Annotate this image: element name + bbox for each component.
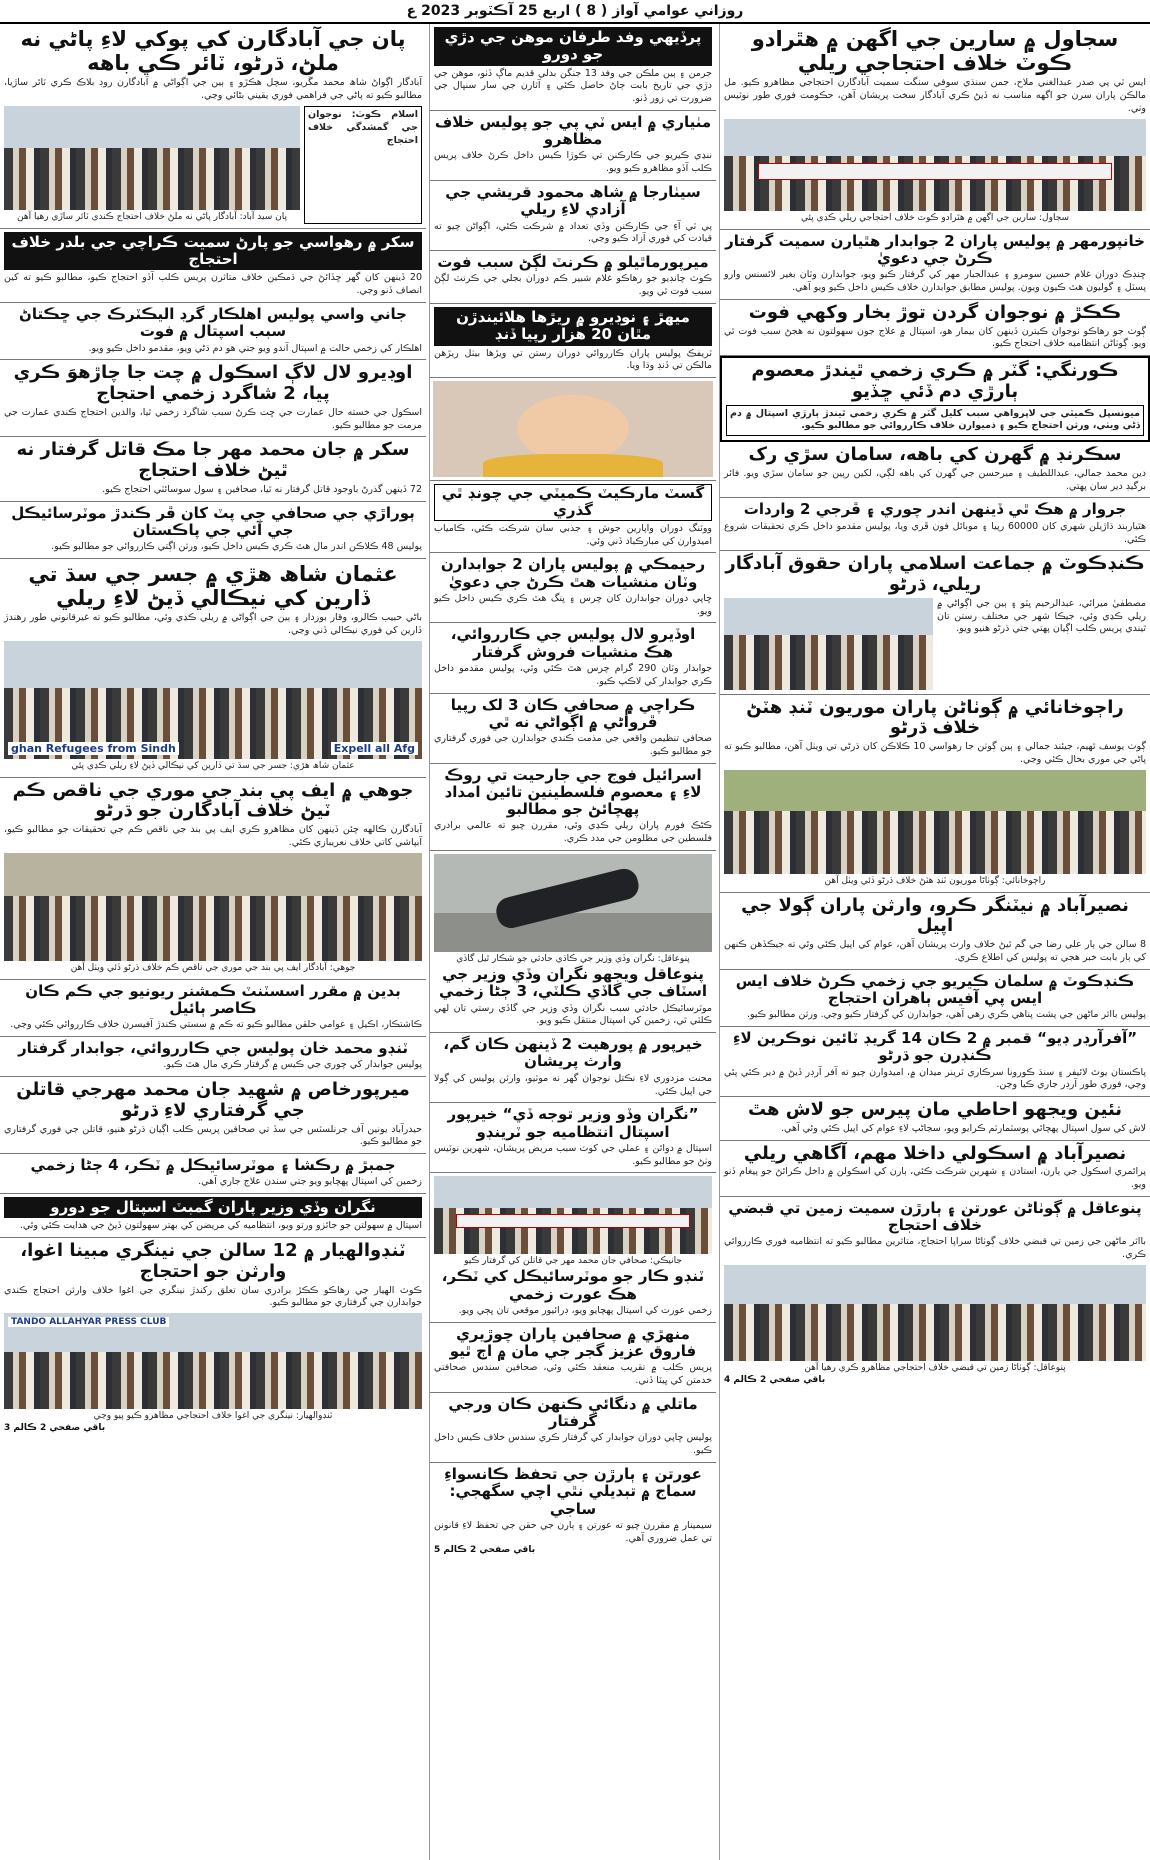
story-kakkar	[720, 300, 1150, 356]
headline: ٻوراڙي جي صحافي جي پٽ کان ڦر ڪندڙ موٽرسائيڪل جي آئي جي پاڪستان	[11, 503, 415, 539]
continued-note: باقي صفحي 2 ڪالم 4	[724, 1375, 826, 1386]
banner-protest-photo	[434, 1176, 712, 1254]
story-enrollment	[720, 1141, 1150, 1197]
headline: سجاول ۾ سارين جي اگهن ۾ هٿرادو ڪوٽ خلاف احتجاجي ريلي	[751, 27, 1119, 76]
story-body: پرائمري اسڪول جي ٻارن، استادن ۽ شهرين شرڪت ڪئي، ٻارن کي اسڪولن ۾ داخل ڪرائڻ جو پيغام ڏنو ويو.	[724, 1166, 1146, 1191]
story-badin	[0, 980, 426, 1037]
story-minister-car	[430, 851, 716, 1033]
story-body: پريس ڪلب ۾ تقريب منعقد ڪئي وئي، صحافين سندس صحافتي خدمتن کي ڀيٽا ڏني.	[434, 1362, 712, 1387]
story-nasirabad	[720, 893, 1150, 970]
story-bhoraro	[0, 502, 426, 559]
story-policeman-death	[0, 303, 426, 360]
story-body: باڻي حبيب ڪالرو، وقار بوزدار ۽ ٻين جي اڳواڻي ۾ ريلي ڪڍي وئي، مطالبو ڪيو ته غيرقانوني طور رهندڙ ڏارين کي فوري نيڪالي ڏني وڃي.	[4, 612, 422, 636]
story-qureshi-rally	[430, 181, 716, 251]
banner-text-left: Expell all Afg	[331, 742, 418, 755]
story-khairpur-hospital	[430, 1103, 716, 1173]
story-body: 8 سالن جي ٻار علي رضا جي گم ٿيڻ خلاف وارث پريشان آهن، عوام کي اپيل ڪئي وئي ته جيڪڏهن ڪنهن کي ٻار بابت خبر هجي ته پوليس کي اطلاع ڪري.	[724, 939, 1146, 963]
story-fines	[430, 304, 716, 378]
story-pan-growers	[0, 24, 426, 229]
headline: ٽنڊو محمد خان پوليس جي ڪارروائي، جوابدار گرفتار	[17, 1039, 409, 1058]
story-child-photo	[430, 378, 716, 481]
story-body: محنت مزدوري لاءِ نڪتل نوجوان گهر نه موٽيو، وارثن پوليس کي ڳولا جي اپيل ڪئي.	[434, 1072, 712, 1097]
headline: نصيرآباد ۾ اسڪولي داخلا مهم، آگاهي ريلي	[743, 1142, 1127, 1164]
child-photo	[433, 381, 713, 477]
story-tmk-police	[0, 1037, 426, 1077]
refugee-rally-photo	[4, 641, 422, 759]
headline: راڄوخانائي ۾ ڳوٺاڻن پاران موريون ٽنڊ هٽڻ خلاف ڌرڻو	[746, 696, 1124, 739]
story-body: ڪاشتڪار، اڪيل ۽ عوامي حلقن مطالبو ڪيو ته ڪم ۾ سستي ڪندڙ آفيسرن خلاف ڪارروائي ڪئي وڃي.	[10, 1019, 422, 1031]
story-body: 72 ڏينهن گذرڻ باوجود قاتل گرفتار نه ٿيا، صحافين ۽ سول سوسائٽي احتجاج ڪيو.	[102, 483, 422, 495]
headline: ڪڪڙ ۾ نوجوان گردن توڙ بخار وکهي فوت	[748, 301, 1122, 323]
story-korangi	[720, 356, 1150, 442]
story-tando-allahyar	[0, 1238, 426, 1437]
story-body: موٽرسائيڪل حادثي سبب نگران وڏي وزير جي گاڏي رستي تان لهي ڪلٽي ٿي، زخمين کي اسپتال منتقل ڪيو ويو.	[434, 1002, 712, 1027]
photo-caption: ٽنڊوالهيار: نينگري جي اغوا خلاف احتجاجي مظاهرو ڪيو پيو وڃي	[93, 1411, 333, 1422]
headline: پرڏيهي وفد طرفان موهن جي دڙي جو دورو	[434, 27, 712, 66]
story-matiari	[430, 111, 716, 181]
story-sakrand	[720, 442, 1150, 498]
headline: سکر ۾ جان محمد مهر جا مڪ قاتل گرفتار نه ٿيڻ خلاف احتجاج	[16, 439, 410, 482]
story-body: پوليس 48 ڪلاڪن اندر مال هٿ ڪري ڪيس داخل ڪيو، ورثن اڳتي ڪارروائي جو مطالبو ڪيو.	[51, 541, 422, 553]
story-body: ايس ٽي پي صدر عبدالغني ملاح، جمن سنڌي سوفي سنگت سميت آبادگارن احتجاجي مظاهرو ڪيو. مل مالڪن پاران سرن جو اگهه مناسب نه ڏيڻ ڪري آبادگار سخت پريشان آهن، حڪومت فوري طور نوٽيس وٺي.	[724, 77, 1146, 114]
land-protest-photo	[724, 1265, 1146, 1361]
headline: خيرپور ۾ پورهيت 2 ڏينهن ڪان گم، وارث پريشان	[443, 1035, 703, 1071]
headline: خانپورمهر ۾ پوليس پاران 2 جوابدار هٿيارن سميت گرفتار ڪرڻ جي دعويٰ	[725, 231, 1145, 267]
column-right	[719, 24, 1150, 1860]
headline: ”نگران وڏو وزير توجه ڏي“ خيرپور اسپتال انتظاميه جو ٽرينڊو	[447, 1105, 699, 1141]
story-body: پوليس بااثر ماڻهن جي پشت پناهي ڪري رهي آهي، جوابدارن کي گرفتار ڪيو وڃي. ورثن مطالبو ڪيو.	[747, 1009, 1146, 1021]
photo-caption: سجاول: سارين جي اگهن ۾ هٿرادو ڪوٽ خلاف احتجاجي ريلي ڪڍي پئي	[800, 212, 1070, 223]
headline: عورتن ۽ ٻارڙن جي تحفظ ڪانسواءِ سماج ۾ تبديلي نٿي اچي سگهجي: ساجي	[444, 1465, 702, 1518]
headline: سکر ۾ رهواسي جو پارڻ سميت ڪراچي جي بلدر خلاف احتجاج	[4, 232, 422, 271]
story-body: جوابدار وٽان 290 گرام چرس هٿ ڪئي وئي، پوليس مقدمو داخل ڪري جوابدار کي لاڪپ ڪيو.	[434, 662, 713, 687]
story-sukkur-builder	[0, 229, 426, 303]
headline: سڪرنڊ ۾ گهرن کي باهه، سامان سڙي رک	[748, 444, 1122, 466]
masthead: روزاني عوامي آواز ( 8 ) اربع 25 آڪٽوبر 2023 ع	[0, 0, 1150, 24]
headline: پنوعاقل ۾ ڳوٺاڻن عورتن ۽ ٻارڙن سميت زمين تي قبضي خلاف احتجاج	[728, 1198, 1142, 1235]
tyre-burning-photo	[4, 106, 300, 210]
headline: رحيمڪي ۾ پوليس پاران 2 جوابدارن وٽان منشيات هٿ ڪرڻ جي دعويٰ	[440, 555, 706, 591]
headline: پان جي آبادگارن کي پوکي لاءِ پاڻي نه ملڻ، ڌرڻو، ٽائر ڪي باهه	[20, 27, 406, 76]
photo-caption: راڄوخانائي: ڳوٺاڻا موريون ٽنڊ هٽڻ خلاف ڌرڻو ڏئي ويٺل آهن	[824, 875, 1046, 886]
story-usman-shah	[0, 559, 426, 778]
story-rajokhanani	[720, 695, 1150, 893]
continued-note: باقي صفحي 2 ڪالم 5	[434, 1545, 536, 1556]
headline: ماتلي ۾ دنگائي ڪنهن ڪان ورجي گرفتار	[448, 1394, 698, 1431]
story-body-found	[720, 1097, 1150, 1141]
story-body: پوليس جوابدار کي چوري جي ڪيس ۾ گرفتار ڪري مال هٿ ڪيو.	[163, 1059, 422, 1071]
story-khanpur	[720, 230, 1150, 300]
story-market-election	[430, 481, 716, 553]
photo-caption: جوهي: آبادگار ايف پي بند جي موري جي ناقص ڪم خلاف ڌرڻو ڏئي ويٺل آهن	[70, 962, 356, 973]
story-body: ميونسپل ڪميٽي جي لاپرواهي سبب کليل گٽر ۾ ڪري زخمي ٿيندڙ ٻارڙي اسپتال ۾ دم ڌڻي ويٺي، ورثن احتجاج ڪيو ۽ ذميوارن خلاف ڪارروائي جو مطالبو ڪيو.	[726, 405, 1144, 437]
headline: ميرپورخاص ۾ شهيد جان محمد مهرجي قاتلن جي گرفتاري لاءِ ڌرڻو	[16, 1079, 410, 1121]
headline: نصيرآباد ۾ نيٽنگر ڪرو، وارثن پاران ڳولا جي اپيل	[741, 894, 1129, 937]
sit-in-photo	[724, 770, 1146, 874]
story-body: ڪڻڪ فورم پاران ريلي ڪڍي وئي، مقررن چيو ته عالمي برادري فلسطين جي مظلومن جي مدد ڪري.	[434, 820, 712, 845]
story-jarwar	[720, 498, 1150, 551]
story-manjhand	[430, 1323, 716, 1393]
side-note: اسلام ڪوٽ: نوجوان جي گمشدگي خلاف احتجاج	[304, 106, 422, 224]
headline: جاني واسي پوليس اهلڪار گرڊ اليڪٽرڪ جي ڇڪتاڻ سبب اسپتال ۾ فوت	[19, 305, 407, 341]
story-body: ڇنڊڪ دوران غلام حسين سومرو ۽ عبدالجبار مهر کي گرفتار ڪيو ويو، جوابدارن وٽان بغير لائسنس وارو پسٽل ۽ گوليون هٿ ڪيون ويون. پوليس مطابق جوابدارن خلاف ڪيس داخل ڪيو ويو آهي.	[724, 269, 1146, 294]
headline: سيٺارجا ۾ شاھ محمود قريشي جي آزادي لاءِ ريلي	[445, 183, 701, 219]
banner-text-right: ghan Refugees from Sindh	[8, 742, 179, 755]
story-journalist-robbed	[430, 694, 716, 764]
story-current-death	[430, 251, 716, 304]
story-sukkur-journalist	[0, 437, 426, 501]
headline: اوڏيرو لال پوليس جي ڪارروائي، هڪ منشيات فروش گرفتار	[450, 625, 696, 661]
story-body: اسپتال ۾ دوائن ۽ عملي جي کوٽ سبب مريض پريشان، شهرين نوٽيس وٺڻ جو مطالبو ڪيو.	[434, 1142, 712, 1167]
story-khairpur-missing	[430, 1033, 716, 1103]
story-body: اسپتال ۾ سهولتن جو جائزو ورتو ويو، انتظاميه کي مريضن کي بهتر سهولتون ڏيڻ جي هدايت ڪئي وئي.	[19, 1220, 422, 1232]
story-gambat	[0, 1194, 426, 1238]
headline: جروار ۾ هڪ ٿي ڏينهن اندر چوري ۽ ڦرجي 2 واردات	[743, 500, 1127, 519]
story-body: هٿياربند ڌاڙيلن شهري کان 60000 رپيا ۽ موبائل فون ڦري ويا، پوليس مقدمو داخل ڪري تحقيقات شروع ڪئي.	[724, 520, 1146, 545]
protest-photo	[724, 119, 1146, 211]
photo-caption: جانيڪي: صحافي جان محمد مهر جي قاتلن کي گرفتار ڪيو	[464, 1256, 682, 1267]
headline: جوهي ۾ ايف پي بند جي موري جي ناقص ڪم ٽيڻ خلاف آبادگارن جو ڌرڻو	[12, 779, 414, 822]
story-body: زخمي عورت کي اسپتال پهچايو ويو، ڊرائيور موقعي تان ڀڄي ويو.	[458, 1304, 712, 1316]
headline: اوڊيرو لال لاڳ اسڪول ۾ چت جا چاڙهوَ ڪري پيا، 2 شاگرد زخمي احتجاج	[13, 362, 413, 405]
story-body: آبادگار اڳواڻ شاھ محمد مڱريو، سچل هڪڙو ۽ ٻين جي اڳواڻي ۾ آبادگارن روڊ بلاڪ ڪري ٽائر ساڙيا، مطالبو ڪيو ته پاڻي جي فراهمي فوري يقيني بڻائي وڃي.	[4, 77, 422, 102]
story-jhambar	[0, 1154, 426, 1194]
headline: پنوعاقل ويجهو نگران وڏي وزير جي اسٽاف جي گاڏي ڪلٽي، 3 ڄڻا زخمي	[438, 965, 708, 1001]
story-body: صحافي تنظيمن واقعي جي مذمت ڪندي جوابدارن جي فوري گرفتاري جو مطالبو ڪيو.	[434, 733, 712, 757]
story-body: اسڪول جي خسته حال عمارت جي ڇت ڪرڻ سبب شاگرد زخمي ٿيا، والدين احتجاج ڪندي عمارت جي مرمت جو مطالبو ڪيو.	[4, 406, 422, 431]
story-body: پاڪستان يوٿ لائيفر ۽ سنڌ ڪورونا سرڪاري ٽرينر ميدان ۾، اميدوارن چيو ته آفر آرڊر ڏيڻ ۾ دير ڪئي پئي وڃي، فوري طور آرڊر جاري ڪيا وڃن.	[724, 1066, 1146, 1091]
story-body: جرمن ۽ ٻين ملڪن جي وفد 13 جنگن بدلي قديم ماڳ ڏٺو، موهن جي دڙي جي تاريخ بابت ڄاڻ حاصل ڪئي ۽ آثارن جي سار سنڀال جي ضرورت تي زور ڏنو.	[434, 67, 713, 105]
story-mohenjodaro	[430, 24, 716, 111]
story-rahimki	[430, 553, 716, 623]
story-kandhkot	[720, 551, 1150, 694]
continued-note: باقي صفحي 2 ڪالم 3	[4, 1423, 106, 1434]
story-janiki-photo	[430, 1173, 716, 1322]
story-pano-akil	[720, 1197, 1150, 1389]
headline: نئين ويجهو احاطي مان پيرس جو لاش هٿ	[747, 1099, 1123, 1121]
story-body: آبادگارن ڪالهه چئن ڏينهن کان مظاهرو ڪري ايف پي بند جي ناقص ڪم جي تحقيقات جو مطالبو ڪيو، آبپاشي کاتي خلاف نعريبازي ڪئي.	[4, 824, 422, 848]
story-palestine	[430, 764, 716, 851]
sit-in-photo	[4, 853, 422, 961]
headline: ڪراچي ۾ صحافي ڪان 3 لک رپيا ڦرواڻي ۾ اڳواڻي نه ٿي	[450, 695, 696, 731]
story-body: لاش کي سول اسپتال پهچائي پوسٽمارٽم ڪرايو ويو، سڃاڻپ لاءِ عوام کي اپيل ڪئي وئي آهي.	[781, 1122, 1146, 1134]
story-body: ڇاپي دوران جوابدارن کان چرس ۽ ڀنگ هٿ ڪري ڪيس داخل ڪيو ويو.	[434, 592, 712, 617]
story-body: زخمين کي اسپتال پهچايو ويو جتي سندن علاج جاري آهي.	[198, 1176, 422, 1188]
headline: ميهڙ ۽ نوڊيرو ۾ ريڙها هلائيندڙن مٿان 20 هزار رپيا ڏنڊ	[434, 307, 712, 346]
column-left	[0, 24, 426, 1860]
story-kandhkot-ssp	[720, 970, 1150, 1027]
story-body: حيدرآباد يونين آف جرنلسٽس جي سڏ تي صحافين پريس ڪلب اڳيان ڌرڻو هنيو، قاتلن جي فوري گرفتاري جو مطالبو ڪيو.	[4, 1123, 422, 1148]
press-club-badge: TANDO ALLAHYAR PRESS CLUB	[8, 1317, 169, 1327]
headline: گسٽ مارڪيٽ ڪميٽي جي چونڊ ٿي گذري	[434, 484, 712, 521]
story-odero-lal-police	[430, 623, 716, 693]
column-middle	[429, 24, 716, 1860]
story-body: مصطفيٰ ميرائي، عبدالرحيم ڀٽو ۽ ٻين جي اڳواڻي ۾ ريلي ڪڍي وئي، جيڪا شهر جي مختلف رستن تان ٿيندي پريس ڪلب اڳيان پهتي جتي ڌرڻو هنيو ويو.	[937, 597, 1146, 635]
story-mirpurkhas	[0, 1077, 426, 1154]
story-school-roof	[0, 360, 426, 437]
headline: جمبڙ ۾ رڪشا ۽ موٽرسائيڪل ۾ ٽڪر، 4 ڄڻا زخمي	[30, 1156, 396, 1175]
story-women-rights	[430, 1463, 716, 1559]
rally-photo	[724, 598, 933, 690]
photo-caption: عثمان شاھ هڙي: جسر جي سڌ تي ڏارين کي نيڪالي ڏيڻ لاءِ ريلي ڪڍي پئي	[71, 760, 355, 771]
story-body: ڪوٽ الهيار جي رهاڪو ڪڪڙ برادري سان تعلق رکندڙ نينگري جي اغوا خلاف وارثن احتجاج ڪندي جوابدارن جي گرفتاري جو مطالبو ڪيو.	[4, 1284, 422, 1309]
headline: ڪورنگي: گٽر ۾ ڪري زخمي ٿيندڙ معصوم ٻارڙي دم ڏئي ڇڏيو	[751, 360, 1119, 402]
story-body: ٽريفڪ پوليس پاران ڪارروائي دوران رستن تي ويڙها بيٺل ريڙهن مالڪن تي ڏنڊ وڌا ويا.	[434, 347, 712, 372]
photo-caption: پنوعاقل: ڳوٺاڻا زمين تي قبضي خلاف احتجاجي مظاهرو ڪري رهيا آهن	[804, 1363, 1066, 1374]
story-body: اهلڪار کي زخمي حالت ۾ اسپتال آندو ويو جتي هو دم ڌڻي ويو، مقدمو داخل ڪيو ويو.	[88, 342, 422, 354]
headline: بدين ۾ مقرر اسسٽنٽ ڪمشنر ريونيو جي ڪم ڪان ڪاصر ٻائيل	[25, 981, 401, 1017]
story-qambar	[720, 1027, 1150, 1097]
headline: نگران وڏي وزير پاران گمبٽ اسپتال جو دورو	[4, 1197, 422, 1218]
story-body: ننڍي ڪيريو جي ڪارڪنن تي ڪوڙا ڪيس داخل ڪرڻ خلاف پريس ڪلب آڏو مظاهرو ڪيو ويو.	[434, 150, 712, 175]
story-body: ڳوٺ يوسف ٿهيم، جيئند جمالي ۽ ٻين ڳوٺن جا رهواسي 10 ڪلاڪن کان ڌرڻي تي ويٺل آهن، مطالبو ڪيو ته پاڻي جي موري بحال ڪئي وڃي.	[724, 741, 1146, 765]
headline: ٽنڊوالهيار ۾ 12 سالن جي نينگري مبينا اغوا، وارثن جو احتجاج	[20, 1240, 406, 1282]
headline: مٺياري ۾ ايس ٽي پي جو پوليس خلاف مظاهرو	[434, 112, 712, 149]
story-body: دين محمد جمالي، عبداللطيف ۽ ميرحسن جي گهرن کي باهه لڳي، لکين رپين جو سامان سڙي ويو. فائر برگيڊ دير سان پهتي.	[724, 467, 1146, 492]
story-body: ڳوٺ جو رهاڪو نوجوان ڪيترن ڏينهن کان بيمار هو، اسپتال ۾ علاج جون سهولتون نه هجڻ سبب فوت ٿي ويو. ڳوٺاڻن انتظاميه خلاف احتجاج ڪيو.	[724, 325, 1146, 350]
story-body: سيمينار ۾ مقررن چيو ته عورتن ۽ ٻارن جي حقن جي تحفظ لاءِ قانونن تي عمل ضروري آهي.	[434, 1519, 712, 1544]
headline: ”آفرآرڊر ڊيو“ قمبر ۾ 2 ڪان 14 گريڊ ٽائين نوڪرين لاءِ ڪنڊرن جو ڌرڻو	[732, 1029, 1138, 1065]
photo-caption: پنوعاقل: نگران وڏي وزير جي ڪاڌي حادثي جو شڪار ٿيل گاڏي	[456, 954, 690, 965]
headline: ٽنڊو ڪار جو موٽرسائيڪل کي ٽڪر، هڪ عورت زخمي	[441, 1267, 705, 1303]
story-body: بااثر ماڻهن جي زمين تي قبضي خلاف ڳوٺاڻا سراپا احتجاج، متاثرين مطالبو ڪيو ته انتظاميه فوري ڪارروائي ڪري.	[724, 1236, 1146, 1261]
press-club-protest-photo	[4, 1313, 422, 1409]
story-sajawal	[720, 24, 1150, 230]
headline: ڪنڊڪوٽ ۾ سلمان ڪيريو جي زخمي ڪرڻ خلاف ايس ايس پي آفيس ٻاهران احتجاج	[735, 971, 1135, 1007]
headline: اسرائيل فوج جي جارحيت تي روڪ لاءِ ۽ معصوم فلسطينين تائين امداد پهچائڻ جو مطالبو	[444, 765, 702, 819]
story-body: پي ٽي آءِ جي ڪارڪنن وڏي تعداد ۾ شرڪت ڪئي، اڳواڻن چيو ته قيادت کي فوري آزاد ڪيو وڃي.	[434, 220, 712, 245]
story-body: 20 ڏينهن کان گهر ڇڏائڻ جي ڌمڪين خلاف متاثرن پريس ڪلب آڏو احتجاج ڪيو، مطالبو ڪيو ته کين انصاف ڏنو وڃي.	[4, 272, 422, 297]
headline: ميرپورماٿيلو ۾ ڪرنٽ لڳڻ سبب فوت	[437, 253, 709, 272]
headline: عثمان شاھ هڙي ۾ جسر جي سڌ تي ڏارين کي نيڪالي ڏيڻ لاءِ ريلي	[28, 561, 398, 610]
photo-caption: پان سيد آباد: آبادگار پاڻي نه ملڻ خلاف احتجاج ڪندي ٽائر ساڙي رهيا آهن	[17, 211, 287, 222]
story-body: ووٽنگ دوران واپارين جوش ۽ جذبي سان شرڪت ڪئي، ڪامياب اميدوارن کي مبارڪباد ڏني وئي.	[434, 522, 712, 547]
story-johi-fp-bund	[0, 778, 426, 980]
story-body: ڪوٽ چانڊيو جو رهاڪو غلام شبير ڪم دوران بجلي جي ڪرنٽ لڳڻ سبب فوت ٿي ويو.	[434, 273, 712, 298]
story-matli	[430, 1393, 716, 1463]
overturned-car-photo	[434, 854, 712, 952]
story-body: پوليس ڇاپي دوران جوابدار کي گرفتار ڪري سندس خلاف ڪيس داخل ڪيو.	[434, 1432, 712, 1457]
headline: ڪنڊڪوٽ ۾ جماعت اسلامي پاران حقوق آبادگار ريلي، ڌرڻو	[725, 553, 1145, 596]
headline: منهڙي ۾ صحافين پاران چوڙيري فاروق عزيز گجر جي مان ۾ اڄ ٿيو	[449, 1324, 697, 1360]
